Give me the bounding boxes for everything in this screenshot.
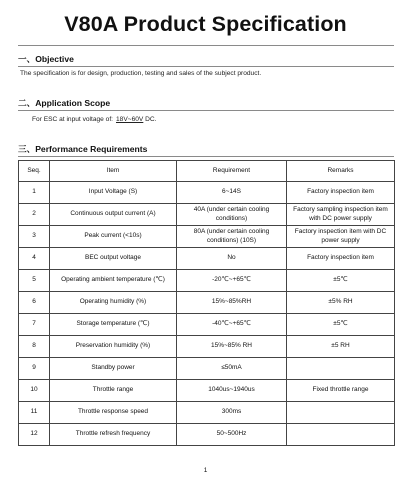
cell-remarks: Fixed throttle range — [287, 380, 395, 402]
cell-item: Peak current (<10s) — [50, 226, 177, 248]
objective-heading: 一、Objective — [18, 54, 74, 64]
cell-seq: 3 — [19, 226, 50, 248]
cell-item: BEC output voltage — [50, 248, 177, 270]
cell-seq: 2 — [19, 204, 50, 226]
table-row — [19, 204, 395, 226]
cell-seq: 6 — [19, 292, 50, 314]
cell-requirement: -20℃~+65℃ — [177, 270, 287, 292]
table-row — [19, 402, 395, 424]
table-row — [19, 424, 395, 446]
table-row — [19, 292, 395, 314]
scope-paragraph — [32, 116, 157, 123]
cell-requirement: 40A (under certain cooling conditions) — [177, 204, 287, 226]
scope-text: For ESC at input voltage of: — [32, 116, 113, 123]
table-header-row — [19, 161, 395, 182]
cell-requirement: 1040us~1940us — [177, 380, 287, 402]
table-row — [19, 358, 395, 380]
cell-remarks: Factory sampling inspection item with DC power supply — [287, 204, 395, 226]
performance-divider — [18, 156, 394, 157]
cell-requirement: 300ms — [177, 402, 287, 424]
cell-seq: 5 — [19, 270, 50, 292]
table-row — [19, 380, 395, 402]
cell-remarks — [287, 402, 395, 424]
cell-item: Continuous output current (A) — [50, 204, 177, 226]
table-row — [19, 182, 395, 204]
cell-item: Storage temperature (℃) — [50, 314, 177, 336]
cell-seq: 7 — [19, 314, 50, 336]
objective-text: The specification is for design, production, testing and sales of the subject product. — [20, 70, 262, 77]
cell-item: Throttle range — [50, 380, 177, 402]
cell-requirement: 15%~85%RH — [177, 292, 287, 314]
cell-seq: 1 — [19, 182, 50, 204]
table-row — [19, 270, 395, 292]
table-row — [19, 226, 395, 248]
table-row — [19, 248, 395, 270]
cell-item: Input Voltage (S) — [50, 182, 177, 204]
cell-requirement: ≤50mA — [177, 358, 287, 380]
table-row — [19, 336, 395, 358]
cell-seq: 12 — [19, 424, 50, 446]
cell-requirement: 6~14S — [177, 182, 287, 204]
performance-heading: 三、Performance Requirements — [18, 144, 148, 154]
voltage-range-value: 18V~60V — [116, 116, 144, 123]
cell-requirement: -40℃~+65℃ — [177, 314, 287, 336]
cell-requirement: 80A (under certain cooling conditions) (10S) — [177, 226, 287, 248]
document-title: V80A Product Specification — [64, 12, 347, 36]
cell-requirement: 50~500Hz — [177, 424, 287, 446]
cell-seq: 10 — [19, 380, 50, 402]
cell-remarks: Factory inspection item — [287, 182, 395, 204]
cell-remarks: ±5% RH — [287, 292, 395, 314]
cell-requirement: No — [177, 248, 287, 270]
cell-seq: 11 — [19, 402, 50, 424]
header-item: Item — [50, 161, 177, 182]
cell-seq: 8 — [19, 336, 50, 358]
header-requirement: Requirement — [177, 161, 287, 182]
scope-suffix: DC. — [145, 116, 157, 123]
cell-requirement: 15%~85% RH — [177, 336, 287, 358]
objective-divider — [18, 66, 394, 67]
cell-remarks: ±5℃ — [287, 314, 395, 336]
table-row — [19, 314, 395, 336]
title-divider — [18, 45, 394, 46]
cell-seq: 9 — [19, 358, 50, 380]
cell-seq: 4 — [19, 248, 50, 270]
scope-divider — [18, 110, 394, 111]
scope-heading: 二、Application Scope — [18, 98, 111, 108]
page-number: 1 — [203, 467, 208, 474]
cell-item: Throttle refresh frequency — [50, 424, 177, 446]
cell-item: Preservation humidity (%) — [50, 336, 177, 358]
cell-remarks — [287, 424, 395, 446]
cell-remarks: Factory inspection item — [287, 248, 395, 270]
cell-item: Operating ambient temperature (℃) — [50, 270, 177, 292]
header-remarks: Remarks — [287, 161, 395, 182]
cell-remarks: Factory inspection item with DC power supply — [287, 226, 395, 248]
cell-item: Operating humidity (%) — [50, 292, 177, 314]
cell-remarks — [287, 358, 395, 380]
cell-remarks: ±5 RH — [287, 336, 395, 358]
cell-item: Standby power — [50, 358, 177, 380]
cell-item: Throttle response speed — [50, 402, 177, 424]
header-seq: Seq. — [19, 161, 50, 182]
cell-remarks: ±5℃ — [287, 270, 395, 292]
performance-table — [18, 160, 395, 446]
